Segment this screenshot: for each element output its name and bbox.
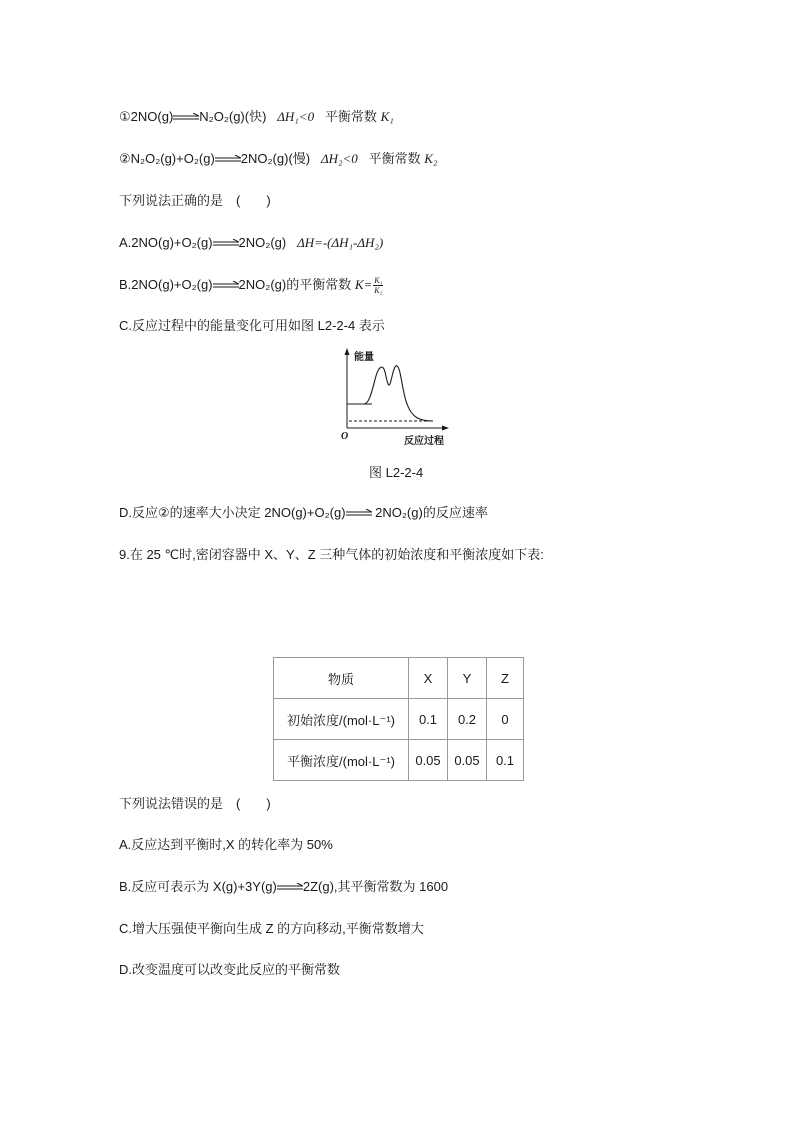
fraction-denominator: K₂ [374, 286, 383, 296]
option-9c: C.增大压强使平衡向生成 Z 的方向移动,平衡常数增大 [119, 921, 424, 936]
y-axis-arrow-icon [345, 348, 350, 355]
equation-1-product: N₂O₂(g)(快) [199, 109, 267, 124]
fraction-numerator: K₁ [374, 276, 383, 286]
table-cell: 0.2 [448, 699, 487, 740]
table-cell: 0.1 [487, 740, 524, 781]
x-axis-label: 反应过程 [404, 436, 444, 447]
option-8b [119, 276, 383, 295]
table-header-cell: Z [487, 658, 524, 699]
equation-1-reactant: ①2NO(g) [119, 109, 174, 124]
option-8a-reactant: A.2NO(g)+O₂(g) [119, 235, 213, 250]
equilibrium-arrow-icon [213, 281, 239, 290]
energy-diagram [340, 346, 455, 454]
option-8a-enthalpy: ΔH=-(ΔH₁-ΔH₂) [297, 235, 384, 250]
table-cell: 0.05 [448, 740, 487, 781]
origin-label: O [341, 431, 349, 442]
option-8b-reactant: B.2NO(g)+O₂(g) [119, 277, 213, 292]
table-header-row [274, 658, 524, 699]
option-9a: A.反应达到平衡时,X 的转化率为 50% [119, 837, 333, 852]
equation-2 [119, 150, 437, 168]
question-8-prompt: 下列说法正确的是 ( ) [119, 193, 271, 208]
equation-2-enthalpy: ΔH₂<0 [320, 151, 358, 166]
table-cell: 平衡浓度/(mol·L⁻¹) [274, 740, 409, 781]
table-cell: 0 [487, 699, 524, 740]
question-9-stem: 9.在 25 ℃时,密闭容器中 X、Y、Z 三种气体的初始浓度和平衡浓度如下表: [119, 547, 544, 562]
option-9b-product: 2Z(g),其平衡常数为 1600 [302, 879, 449, 894]
option-8c: C.反应过程中的能量变化可用如图 L2-2-4 表示 [119, 318, 385, 333]
equilibrium-arrow-icon [215, 155, 241, 164]
equation-2-product: 2NO₂(g)(慢) [240, 151, 311, 166]
option-8b-k: K= [354, 277, 373, 292]
table-cell: 0.05 [409, 740, 448, 781]
equation-1-k-label: 平衡常数 [324, 109, 377, 124]
option-9d: D.改变温度可以改变此反应的平衡常数 [119, 962, 341, 977]
equation-1 [119, 108, 394, 126]
y-axis-label: 能量 [354, 352, 374, 363]
equilibrium-arrow-icon [277, 883, 303, 892]
table-row [274, 699, 524, 740]
option-8d [119, 504, 488, 522]
option-8b-product: 2NO₂(g)的平衡常数 [238, 277, 352, 292]
reaction-curve [364, 366, 433, 421]
option-8d-reactant: D.反应②的速率大小决定 2NO(g)+O₂(g) [119, 505, 346, 520]
option-8a-product: 2NO₂(g) [238, 235, 287, 250]
option-8a [119, 234, 383, 252]
table-cell: 0.1 [409, 699, 448, 740]
x-axis-arrow-icon [442, 426, 449, 431]
equation-1-k: K₁ [380, 109, 394, 124]
option-9b-reactant: B.反应可表示为 X(g)+3Y(g) [119, 879, 277, 894]
table-cell: 初始浓度/(mol·L⁻¹) [274, 699, 409, 740]
table-header-cell: X [409, 658, 448, 699]
table-row [274, 740, 524, 781]
question-9-prompt: 下列说法错误的是 ( ) [119, 796, 271, 811]
equation-2-k: K₂ [424, 151, 438, 166]
equilibrium-arrow-icon [213, 239, 239, 248]
option-8d-product: 2NO₂(g)的反应速率 [375, 505, 488, 520]
table-header-cell: 物质 [274, 658, 409, 699]
option-8b-fraction [373, 276, 383, 295]
equation-2-reactant: ②N₂O₂(g)+O₂(g) [119, 151, 215, 166]
equation-2-k-label: 平衡常数 [368, 151, 421, 166]
equilibrium-arrow-icon [173, 113, 199, 122]
equation-1-enthalpy: ΔH₁<0 [277, 109, 315, 124]
option-9b [119, 878, 448, 896]
figure-caption: 图 L2-2-4 [369, 465, 424, 480]
concentration-table [273, 657, 524, 781]
equilibrium-arrow-icon [346, 509, 372, 518]
table-header-cell: Y [448, 658, 487, 699]
